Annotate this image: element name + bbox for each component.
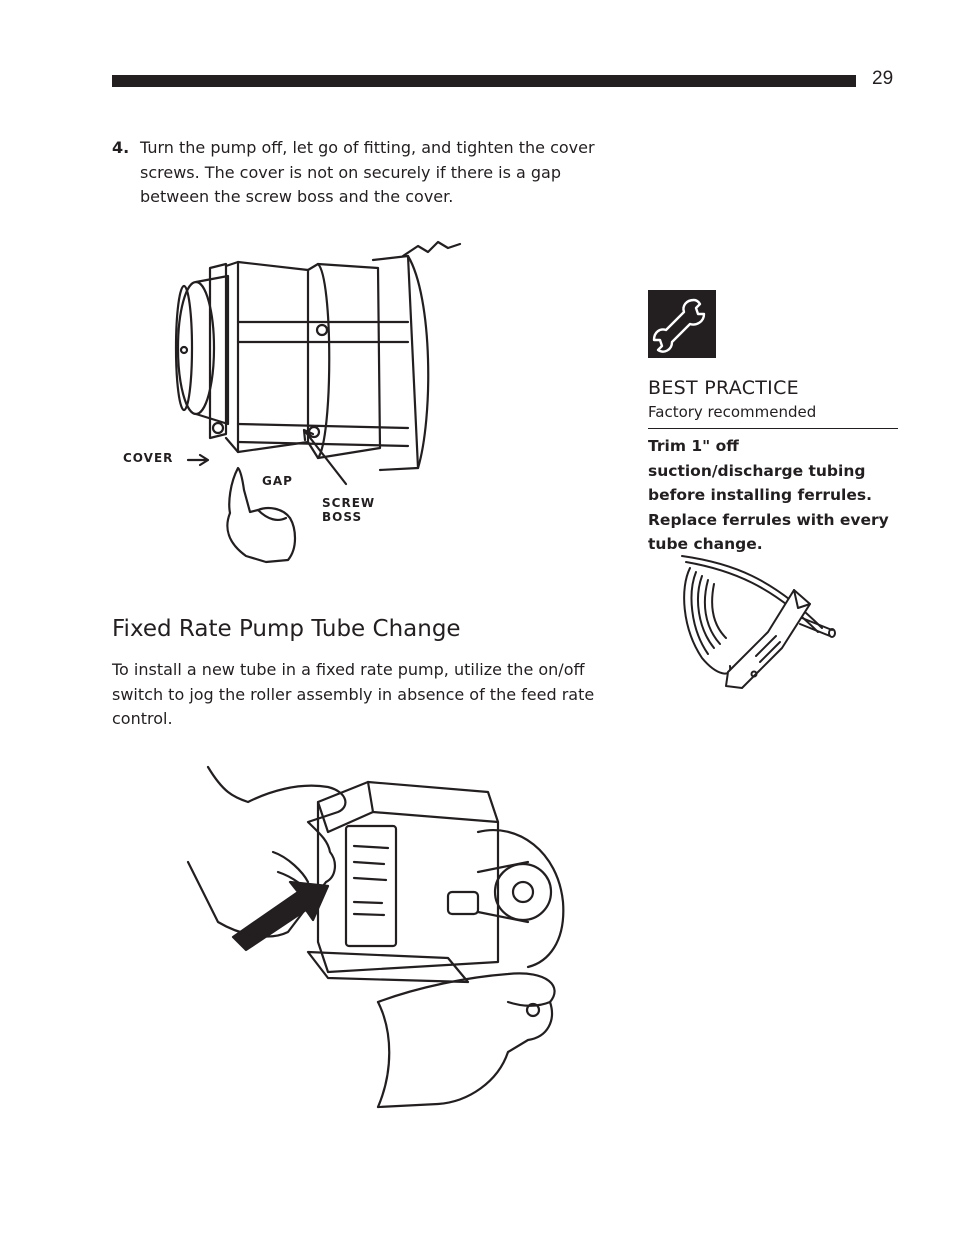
tip-divider bbox=[648, 428, 898, 429]
page-number: 29 bbox=[872, 68, 894, 89]
label-gap: GAP bbox=[262, 474, 293, 488]
step-number: 4. bbox=[112, 138, 130, 157]
header-rule bbox=[112, 75, 856, 87]
label-cover: COVER bbox=[123, 451, 174, 465]
tip-title: BEST PRACTICE bbox=[648, 377, 799, 399]
section-title: Fixed Rate Pump Tube Change bbox=[112, 616, 461, 642]
wrench-icon bbox=[648, 290, 716, 358]
step-text: Turn the pump off, let go of fitting, and tighten the cover screws. The cover is not on securely if there is a gap between the screw boss and the cover. bbox=[140, 138, 595, 206]
tip-body: Trim 1" off suction/discharge tubing before installing ferrules. Replace ferrules with every tube change. bbox=[648, 437, 889, 553]
section-body: To install a new tube in a fixed rate pump, utilize the on/off switch to jog the roller assembly in absence of the feed rate control. bbox=[112, 660, 595, 728]
pump-cover-illustration bbox=[118, 238, 468, 568]
tube-trim-illustration bbox=[672, 548, 842, 698]
step-item bbox=[112, 136, 622, 210]
tip-subtitle: Factory recommended bbox=[648, 403, 817, 421]
label-screw-boss: SCREW BOSS bbox=[322, 496, 376, 524]
pump-switch-illustration bbox=[178, 762, 578, 1112]
